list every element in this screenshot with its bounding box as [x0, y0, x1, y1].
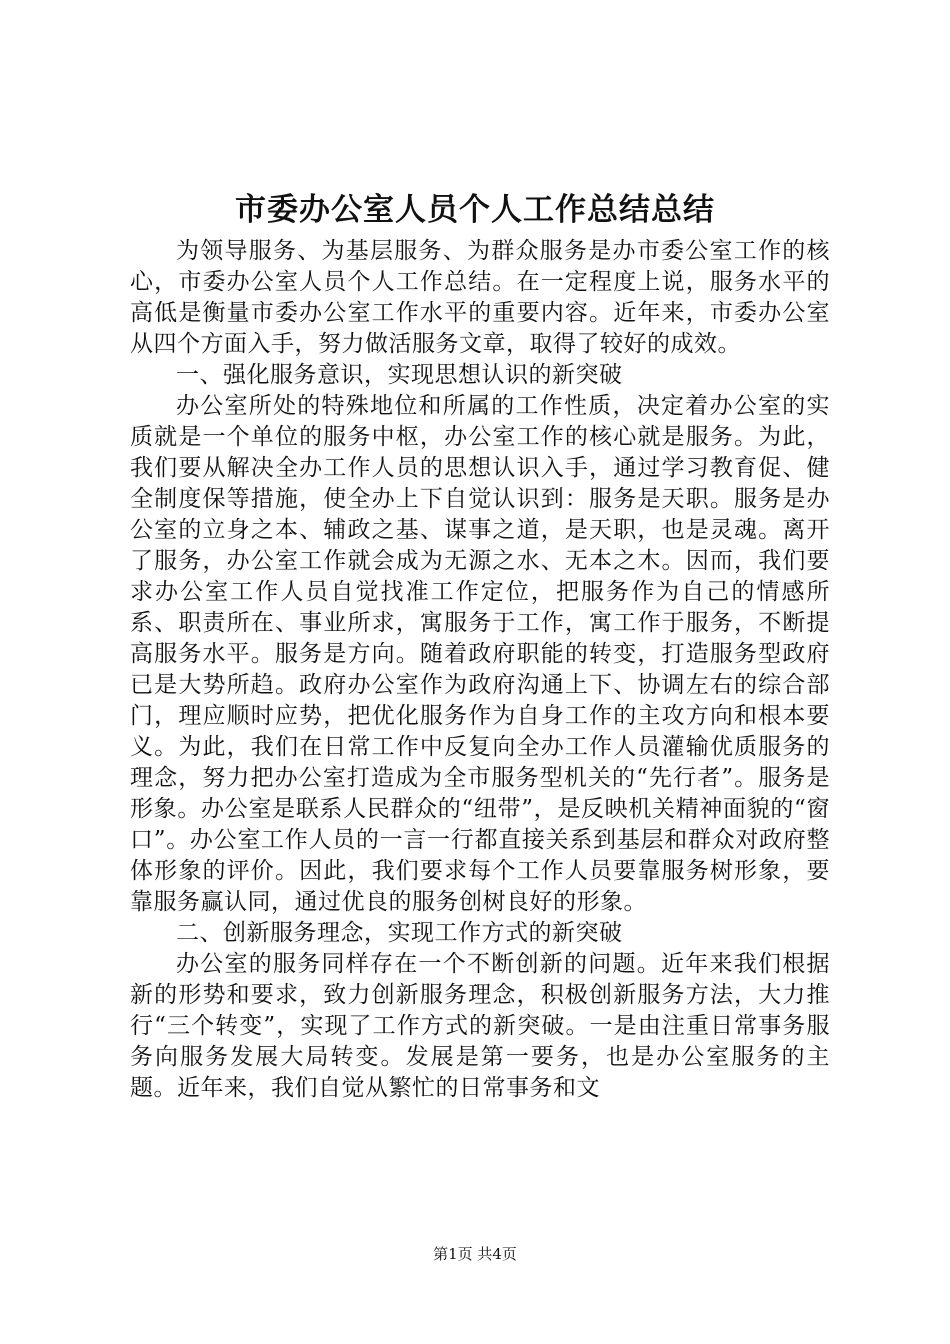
paragraph-section-2: 办公室的服务同样存在一个不断创新的问题。近年来我们根据新的形势和要求，致力创新服务理念，积极创新服务方法，大力推行“三个转变”，实现了工作方式的新突破。一是由注重日常事务服务向服务发展大局转变。发展是第一要务，也是办公室服务的主题。近年来，我们自觉从繁忙的日常事务和文 [130, 951, 830, 1101]
document-body [130, 236, 830, 1104]
section-heading-1: 一、强化服务意识，实现思想认识的新突破 [176, 362, 623, 388]
page-footer: 第1页 共4页 [433, 1245, 517, 1263]
section-heading-2: 二、创新服务理念，实现工作方式的新突破 [176, 920, 623, 946]
document-title: 市委办公室人员个人工作总结总结 [235, 192, 715, 228]
paragraph-intro: 为领导服务、为基层服务、为群众服务是办市委公室工作的核心，市委办公室人员个人工作总结。在一定程度上说，服务水平的高低是衡量市委办公室工作水平的重要内容。近年来，市委办公室从四个方面入手，努力做活服务文章，取得了较好的成效。 [130, 238, 830, 357]
paragraph-section-1: 办公室所处的特殊地位和所属的工作性质，决定着办公室的实质就是一个单位的服务中枢，办公室工作的核心就是服务。为此，我们要从解决全办工作人员的思想认识入手，通过学习教育促、健全制度保等措施，使全办上下自觉认识到：服务是天职。服务是办公室的立身之本、辅政之基、谋事之道，是天职，也是灵魂。离开了服务，办公室工作就会成为无源之水、无本之木。因而，我们要求办公室工作人员自觉找准工作定位，把服务作为自己的情感所系、职责所在、事业所求，寓服务于工作，寓工作于服务，不断提高服务水平。服务是方向。随着政府职能的转变，打造服务型政府已是大势所趋。政府办公室作为政府沟通上下、协调左右的综合部门，理应顺时应势，把优化服务作为自身工作的主攻方向和根本要义。为此，我们在日常工作中反复向全办工作人员灌输优质服务的理念，努力把办公室打造成为全市服务型机关的“先行者”。服务是形象。办公室是联系人民群众的“纽带”，是反映机关精神面貌的“窗口”。办公室工作人员的一言一行都直接关系到基层和群众对政府整体形象的评价。因此，我们要求每个工作人员要靠服务树形象，要靠服务赢认同，通过优良的服务创树良好的形象。 [130, 393, 830, 915]
